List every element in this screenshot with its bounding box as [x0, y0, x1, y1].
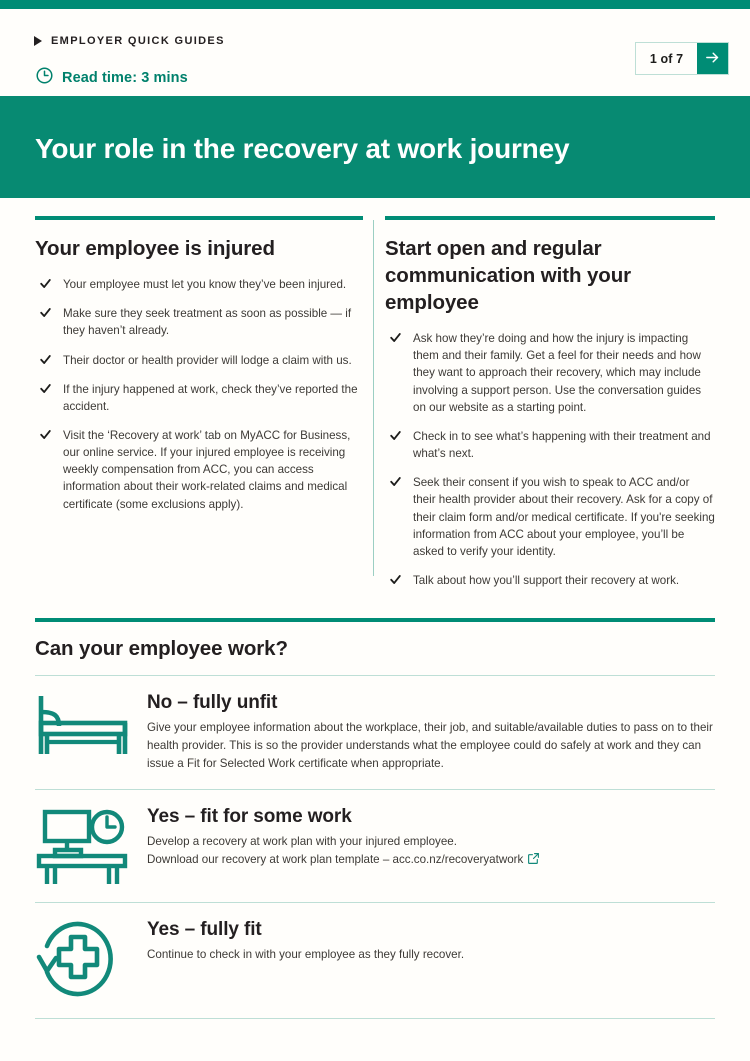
kicker-label: EMPLOYER QUICK GUIDES — [51, 35, 225, 47]
page-title: Your role in the recovery at work journey — [35, 132, 570, 164]
checklist — [385, 330, 715, 589]
check-icon — [39, 277, 52, 290]
masthead — [0, 9, 750, 95]
list-item-text: Check in to see what’s happening with their treatment and what’s next. — [413, 429, 711, 461]
check-icon — [389, 331, 402, 344]
option-text-line2 — [147, 851, 715, 871]
list-item — [385, 330, 715, 416]
recovery-cross-icon — [35, 917, 143, 999]
download-link-text[interactable]: Download our recovery at work plan template – acc.co.nz/recoveryatwork — [147, 852, 524, 866]
column-rule — [35, 216, 363, 220]
list-item — [385, 474, 715, 560]
list-item — [35, 427, 363, 513]
read-time-label: Read time: 3 mins — [62, 70, 188, 86]
column-divider — [373, 220, 374, 576]
check-icon — [39, 428, 52, 441]
option-fit-for-some-work — [35, 790, 715, 902]
list-item — [35, 305, 363, 339]
option-fully-unfit — [35, 676, 715, 789]
list-item-text: Ask how they’re doing and how the injury is impacting them and their family. Get a feel for their needs and how they want to approach their recovery, which may include involving a support person. Use the conversation guides on our website as a starting point. — [413, 332, 702, 414]
section-rule — [35, 618, 715, 622]
check-icon — [389, 429, 402, 442]
list-item — [35, 352, 363, 369]
check-icon — [39, 306, 52, 319]
list-item — [385, 428, 715, 462]
pager — [635, 42, 729, 75]
list-item-text: Make sure they seek treatment as soon as possible — if they haven’t already. — [63, 307, 352, 338]
hero-banner — [0, 96, 750, 198]
list-item-text: If the injury happened at work, check they’ve reported the accident. — [63, 382, 358, 413]
list-item — [35, 276, 363, 293]
clock-icon — [35, 66, 54, 90]
section-title: Can your employee work? — [35, 637, 288, 660]
option-body — [147, 804, 715, 871]
check-icon — [39, 382, 52, 395]
option-fully-fit — [35, 903, 715, 1015]
pager-count: 1 of 7 — [649, 51, 684, 66]
column-rule — [385, 216, 715, 220]
top-accent-bar — [0, 0, 750, 9]
checklist — [35, 276, 363, 513]
option-body — [147, 917, 715, 964]
list-item-text: Your employee must let you know they’ve been injured. — [63, 278, 347, 292]
list-item-text: Their doctor or health provider will lodge a claim with us. — [63, 353, 352, 367]
option-title: No – fully unfit — [147, 692, 278, 713]
list-item — [385, 572, 715, 589]
check-icon — [39, 353, 52, 366]
read-time — [35, 66, 188, 90]
column-title: Your employee is injured — [35, 237, 275, 260]
list-item-text: Visit the ‘Recovery at work’ tab on MyACC for Business, our online service. If your injured employee is receiving weekly compensation from ACC, you can access information about their work-related claims and medical certificate (some exclusions apply). — [63, 428, 351, 511]
check-icon — [389, 573, 402, 586]
option-body — [147, 690, 715, 773]
desk-clock-icon — [35, 804, 143, 886]
caret-right-icon — [34, 36, 42, 46]
column-title: Start open and regular communication with your employee — [385, 237, 631, 315]
option-text-line1: Develop a recovery at work plan with your injured employee. — [147, 834, 457, 848]
column-communication — [385, 216, 715, 589]
footer-divider — [35, 1018, 715, 1019]
kicker — [34, 35, 225, 47]
external-link-icon[interactable] — [527, 852, 540, 871]
arrow-right-icon — [704, 49, 721, 69]
list-item-text: Talk about how you’ll support their recovery at work. — [413, 574, 680, 588]
option-text: Give your employee information about the workplace, their job, and suitable/available duties to pass on to their health provider. This is so the provider understands what the employee could do safely at work and they can issue a Fit for Selected Work certificate when appropriate. — [147, 721, 713, 770]
list-item — [35, 381, 363, 415]
bed-icon — [35, 690, 143, 758]
can-work-section — [35, 618, 715, 1015]
next-page-button[interactable] — [697, 43, 728, 74]
option-title: Yes – fit for some work — [147, 805, 352, 827]
option-title: Yes – fully fit — [147, 918, 262, 940]
check-icon — [389, 475, 402, 488]
list-item-text: Seek their consent if you wish to speak to ACC and/or their health provider about their recovery. Ask for a copy of their claim form and/or medical certificate. If you're seeking information from ACC about your employee, you’ll be asked to verify your identity. — [413, 476, 715, 558]
column-employee-injured — [35, 216, 363, 513]
option-text: Continue to check in with your employee as they fully recover. — [147, 947, 465, 961]
